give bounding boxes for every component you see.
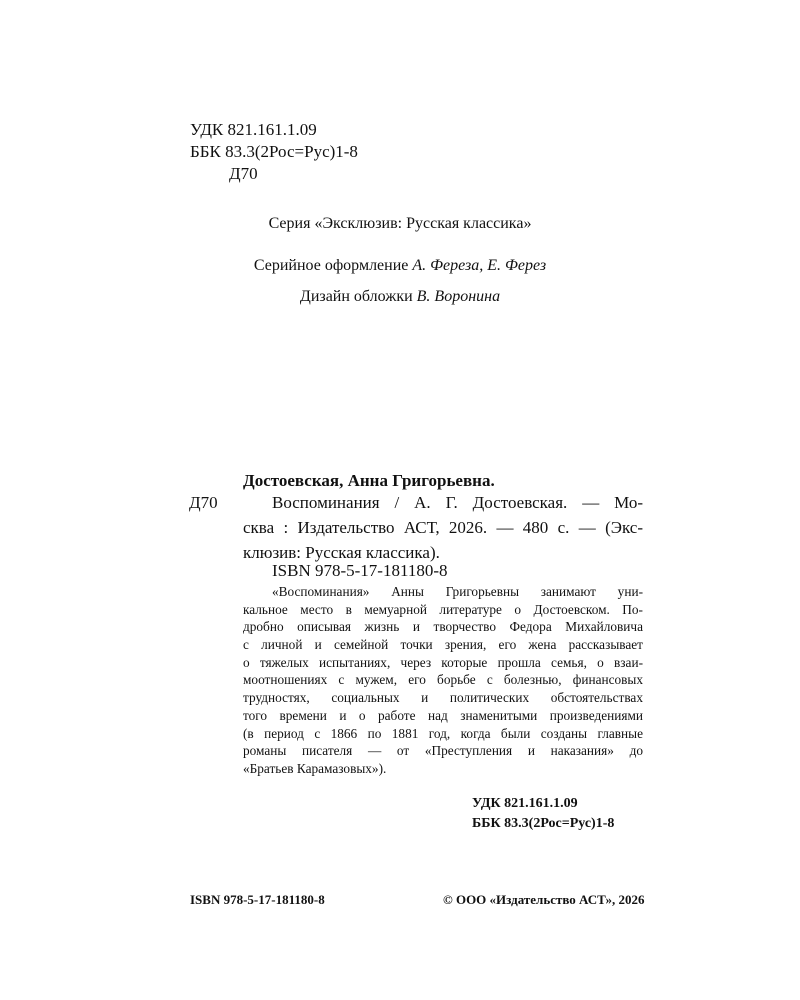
annotation-line: с личной и семейной точки зрения, его жена рассказывает [243, 637, 643, 653]
cover-design-credit [0, 288, 800, 306]
annotation-line: романы писателя — от «Преступления и наказания» до [243, 743, 643, 759]
annotation-line: кальное место в мемуарной литературе о Достоевском. По- [243, 601, 643, 617]
annotation-line: о тяжелых испытаниях, через которые прошла семья, о взаи- [243, 654, 643, 670]
classification-udk: УДК 821.161.1.09 [472, 796, 578, 811]
catalog-line: сква : Издательство АСТ, 2026. — 480 с. — (Экс- [243, 518, 643, 537]
annotation-line: (в период с 1866 по 1881 год, когда были созданы главные [243, 725, 643, 741]
annotation [243, 583, 643, 778]
annotation-line: того времени и о работе над знаменитыми произведениями [243, 707, 643, 723]
cover-design-label: Дизайн обложки [299, 288, 413, 305]
annotation-line: дробно описывая жизнь и творчество Федора Михайловича [243, 619, 643, 635]
catalog-isbn: ISBN 978-5-17-181180-8 [272, 561, 448, 580]
cover-design-name: В. Воронина [416, 288, 501, 305]
catalog-author-mark: Д70 [189, 493, 218, 512]
author-heading: Достоевская, Анна Григорьевна. [243, 471, 495, 490]
catalog-description [243, 490, 643, 565]
footer-isbn: ISBN 978-5-17-181180-8 [190, 892, 325, 907]
classification-bbk: ББК 83.3(2Рос=Рус)1-8 [472, 816, 615, 831]
footer-copyright: © ООО «Издательство АСТ», 2026 [443, 892, 645, 907]
author-mark: Д70 [229, 164, 258, 183]
annotation-line: «Братьев Карамазовых»). [243, 760, 387, 776]
annotation-line: трудностях, социальных и политических обстоятельствах [243, 690, 643, 706]
catalog-line: Воспоминания / А. Г. Достоевская. — Мо- [272, 493, 643, 512]
series-design-names: А. Фереза, Е. Ферез [412, 257, 547, 274]
series-line: Серия «Эксклюзив: Русская классика» [268, 215, 532, 232]
annotation-line: «Воспоминания» Анны Григорьевны занимают уни- [272, 584, 643, 599]
series-design-label: Серийное оформление [253, 257, 409, 274]
series-design-credit [0, 257, 800, 275]
catalog-line: клюзив: Русская классика). [243, 543, 440, 562]
bbk-code: ББК 83.3(2Рос=Рус)1-8 [190, 142, 358, 161]
udk-code: УДК 821.161.1.09 [190, 120, 317, 139]
annotation-line: моотношениях с мужем, его борьбе с болезнью, финансовых [243, 672, 643, 688]
